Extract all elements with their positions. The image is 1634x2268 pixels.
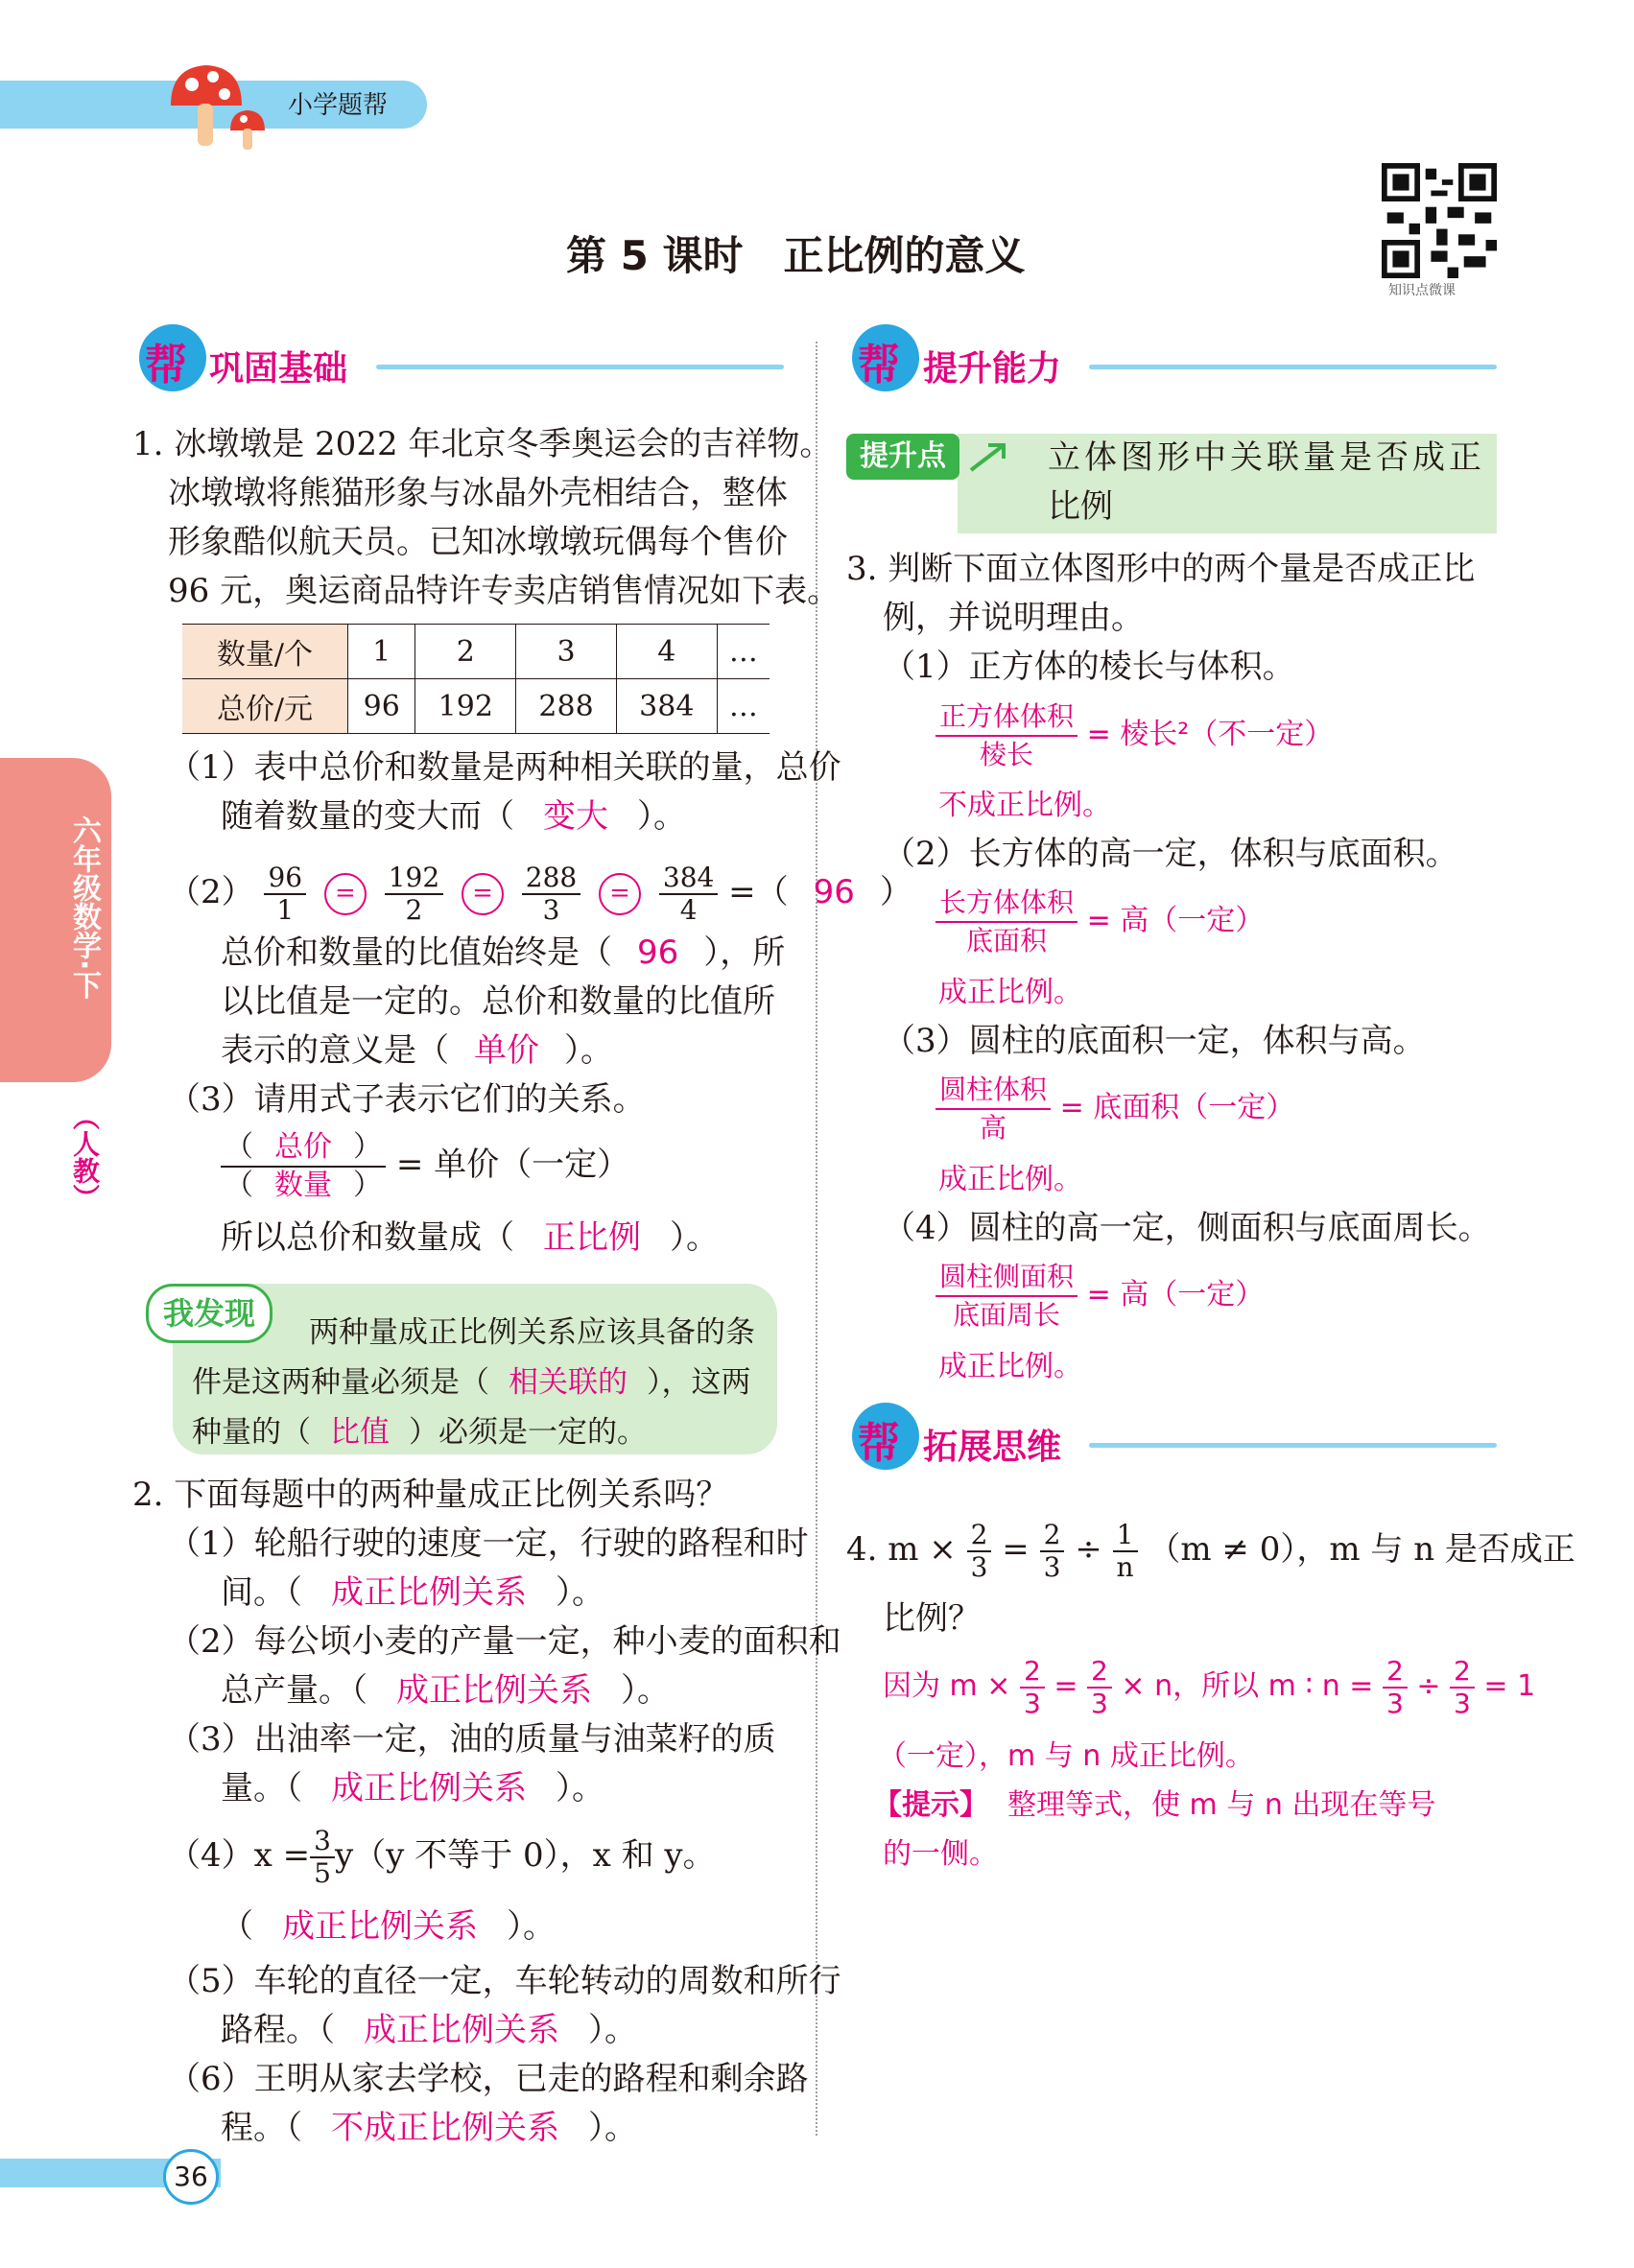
q3-sub3: （3）圆柱的底面积一定，体积与高。	[883, 1022, 1426, 1060]
q4-line2: 比例？	[883, 1599, 981, 1638]
q3-sub3-formula: $\frac{\text{圆柱体积}}{\text{高}}$ = 底面积（一定）	[935, 1072, 1294, 1146]
q2-item5-line2: 路程。（ 成正比例关系 ）。	[221, 2011, 637, 2049]
discover-badge: 我发现	[146, 1284, 272, 1343]
side-tab-grade: 六年级数学·下	[67, 815, 101, 1000]
answer: 变大	[543, 797, 608, 836]
fraction: $\frac{\text{（ 总价 ）}}{\text{（ 数量 ）}}$	[221, 1129, 386, 1204]
answer: 成正比例关系	[331, 1573, 527, 1612]
q3-sub1-conclusion: 不成正比例。	[938, 789, 1111, 822]
fraction: $\frac{192}{2}$	[385, 862, 443, 926]
brand-name: 小学题帮	[288, 91, 389, 120]
q4-line1: 4. m × $\frac{2}{3}$ = $\frac{2}{3}$ ÷ $\frac{1}{n}$ （m ≠ 0），m 与 n 是否成正	[846, 1519, 1575, 1583]
q4-hint-line1: 【提示】 整理等式，使 m 与 n 出现在等号	[873, 1788, 1436, 1822]
table-cell: 288	[516, 679, 617, 734]
q3-sub4: （4）圆柱的高一定，侧面积与底面周长。	[883, 1209, 1491, 1247]
table-cell: 4	[616, 625, 717, 679]
q1-part2-line4: 表示的意义是（ 单价 ）。	[221, 1031, 613, 1070]
section-improve-title: 提升能力	[923, 349, 1062, 389]
q2-item5-line1: （5）车轮的直径一定，车轮转动的周数和所行	[168, 1962, 841, 2000]
improve-point-badge: 提升点	[846, 434, 959, 480]
table-cell: 总价/元	[182, 679, 348, 734]
q4-solution-line1: 因为 m × $\frac{2}{3}$ = $\frac{2}{3}$ × n，所以 m ∶ n = $\frac{2}{3}$ ÷ $\frac{2}{3}$ = 1	[883, 1654, 1536, 1719]
q2-item2-line1: （2）每公顷小麦的产量一定，种小麦的面积和	[168, 1622, 841, 1661]
section-expand-title: 拓展思维	[923, 1428, 1062, 1467]
equal-circle: =	[462, 873, 504, 915]
q2-item4-line2: （ 成正比例关系 ）。	[221, 1907, 556, 1946]
section-basic-rule	[376, 365, 784, 369]
q1-line-1: 1. 冰墩墩是 2022 年北京冬季奥运会的吉祥物。	[132, 425, 833, 463]
table-cell: 数量/个	[182, 625, 348, 679]
q1-part3-line2: 所以总价和数量成（ 正比例 ）。	[221, 1218, 719, 1257]
discover-line1: 两种量成正比例关系应该具备的条	[309, 1315, 755, 1350]
answer: 单价	[474, 1031, 539, 1070]
answer: 不成正比例关系	[331, 2109, 559, 2147]
q2-item1-line2: 间。（ 成正比例关系 ）。	[221, 1573, 604, 1612]
sales-table	[182, 624, 770, 734]
q3-line1: 3. 判断下面立体图形中的两个量是否成正比	[846, 550, 1476, 588]
q2-title: 2. 下面每题中的两种量成正比例关系吗？	[132, 1476, 729, 1514]
q1-line-4: 96 元，奥运商品特许专卖店销售情况如下表。	[168, 572, 841, 610]
q4-hint-line2: 的一侧。	[883, 1837, 998, 1871]
q1-part1-line1: （1）表中总价和数量是两种相关联的量，总价	[168, 748, 841, 787]
table-cell: 2	[415, 625, 516, 679]
page-title: 第 5 课时 正比例的意义	[566, 232, 1026, 279]
q2-item6-line2: 程。（ 不成正比例关系 ）。	[221, 2109, 637, 2147]
q2-item3-line2: 量。（ 成正比例关系 ）。	[221, 1769, 604, 1807]
answer: 96	[637, 933, 679, 972]
answer: 相关联的	[509, 1365, 628, 1400]
table-cell: 192	[415, 679, 516, 734]
q2-item3-line1: （3）出油率一定，油的质量与油菜籽的质	[168, 1720, 776, 1759]
section-expand-rule	[1089, 1443, 1497, 1448]
answer: 比值	[330, 1415, 390, 1450]
equal-circle: =	[324, 873, 367, 915]
mushroom-logo-icon	[163, 58, 278, 154]
q1-part3-formula: $\frac{\text{（ 总价 ）}}{\text{（ 数量 ）}}$ = 单价（一定）	[221, 1124, 629, 1205]
table-cell: 1	[348, 625, 415, 679]
q3-sub4-formula: $\frac{\text{圆柱侧面积}}{\text{底面周长}}$ = 高（一定）	[935, 1259, 1264, 1334]
q3-sub2-formula: $\frac{\text{长方体体积}}{\text{底面积}}$ = 高（一定）	[935, 885, 1264, 959]
section-basic-icon: 帮	[139, 324, 206, 391]
q1-part2-line2: 总价和数量的比值始终是（ 96 ），所	[221, 933, 786, 972]
section-basic-title: 巩固基础	[209, 349, 348, 389]
table-row	[182, 679, 770, 734]
discover-line2: 件是这两种量必须是（ 相关联的 ），这两	[192, 1365, 751, 1400]
qr-caption: 知识点微课	[1388, 283, 1456, 298]
answer: 96	[813, 873, 855, 911]
q4-solution-line2: （一定），m 与 n 成正比例。	[878, 1739, 1254, 1773]
equal-circle: =	[599, 873, 641, 915]
q3-sub3-conclusion: 成正比例。	[938, 1163, 1082, 1196]
section-improve-icon: 帮	[852, 324, 919, 391]
q1-part2-line3: 以比值是一定的。总价和数量的比值所	[221, 982, 775, 1021]
table-row	[182, 625, 770, 679]
q1-part2-equation: （2） $\frac{96}{1}$ = $\frac{192}{2}$ = $\frac{288}{3}$ = $\frac{384}{4}$ =（ 96 ）	[168, 862, 912, 926]
improve-point-line1: 立体图形中关联量是否成正	[1048, 438, 1485, 477]
q3-sub2-conclusion: 成正比例。	[938, 976, 1082, 1009]
table-cell: …	[717, 625, 770, 679]
improve-point-line2: 比例	[1048, 487, 1113, 526]
fraction: $\frac{3}{5}$	[310, 1826, 335, 1889]
table-cell: 96	[348, 679, 415, 734]
answer: 成正比例关系	[282, 1907, 478, 1946]
side-tab-edition: （人教）	[69, 1103, 101, 1211]
q3-sub2: （2）长方体的高一定，体积与底面积。	[883, 835, 1458, 873]
section-improve-rule	[1089, 365, 1497, 369]
q1-part1-line2: 随着数量的变大而（ 变大 ）。	[221, 797, 686, 836]
fraction: $\frac{288}{3}$	[522, 862, 580, 926]
q2-item6-line1: （6）王明从家去学校，已走的路程和剩余路	[168, 2060, 809, 2098]
q2-item4-line1: （4）x = $\frac{3}{5}$ y（y 不等于 0），x 和 y。	[168, 1825, 716, 1889]
table-cell: …	[717, 679, 770, 734]
q1-line-3: 形象酷似航天员。已知冰墩墩玩偶每个售价	[168, 523, 788, 561]
section-expand-icon: 帮	[852, 1403, 919, 1470]
answer: 成正比例关系	[364, 2011, 559, 2049]
q3-sub1: （1）正方体的棱长与体积。	[883, 648, 1295, 686]
page-number: 36	[163, 2149, 219, 2205]
table-cell: 3	[516, 625, 617, 679]
arrow-icon	[965, 437, 1011, 476]
fraction: $\frac{96}{1}$	[264, 862, 306, 926]
fraction: $\frac{384}{4}$	[659, 862, 718, 926]
q1-part3-prompt: （3）请用式子表示它们的关系。	[168, 1080, 646, 1119]
q3-sub1-formula: $\frac{\text{正方体体积}}{\text{棱长}}$ = 棱长²（不一定）	[935, 698, 1333, 773]
q2-item2-line2: 总产量。（ 成正比例关系 ）。	[221, 1671, 670, 1710]
q3-line2: 例，并说明理由。	[883, 599, 1144, 637]
discover-line3: 种量的（ 比值 ）必须是一定的。	[192, 1415, 647, 1450]
table-cell: 384	[616, 679, 717, 734]
answer: 成正比例关系	[396, 1671, 592, 1710]
q2-item1-line1: （1）轮船行驶的速度一定，行驶的路程和时	[168, 1524, 809, 1563]
q1-line-2: 冰墩墩将熊猫形象与冰晶外壳相结合，整体	[168, 474, 788, 512]
answer: 成正比例关系	[331, 1769, 527, 1807]
q3-sub4-conclusion: 成正比例。	[938, 1350, 1082, 1383]
qr-code-icon[interactable]	[1382, 163, 1497, 278]
answer: 正比例	[543, 1218, 641, 1257]
